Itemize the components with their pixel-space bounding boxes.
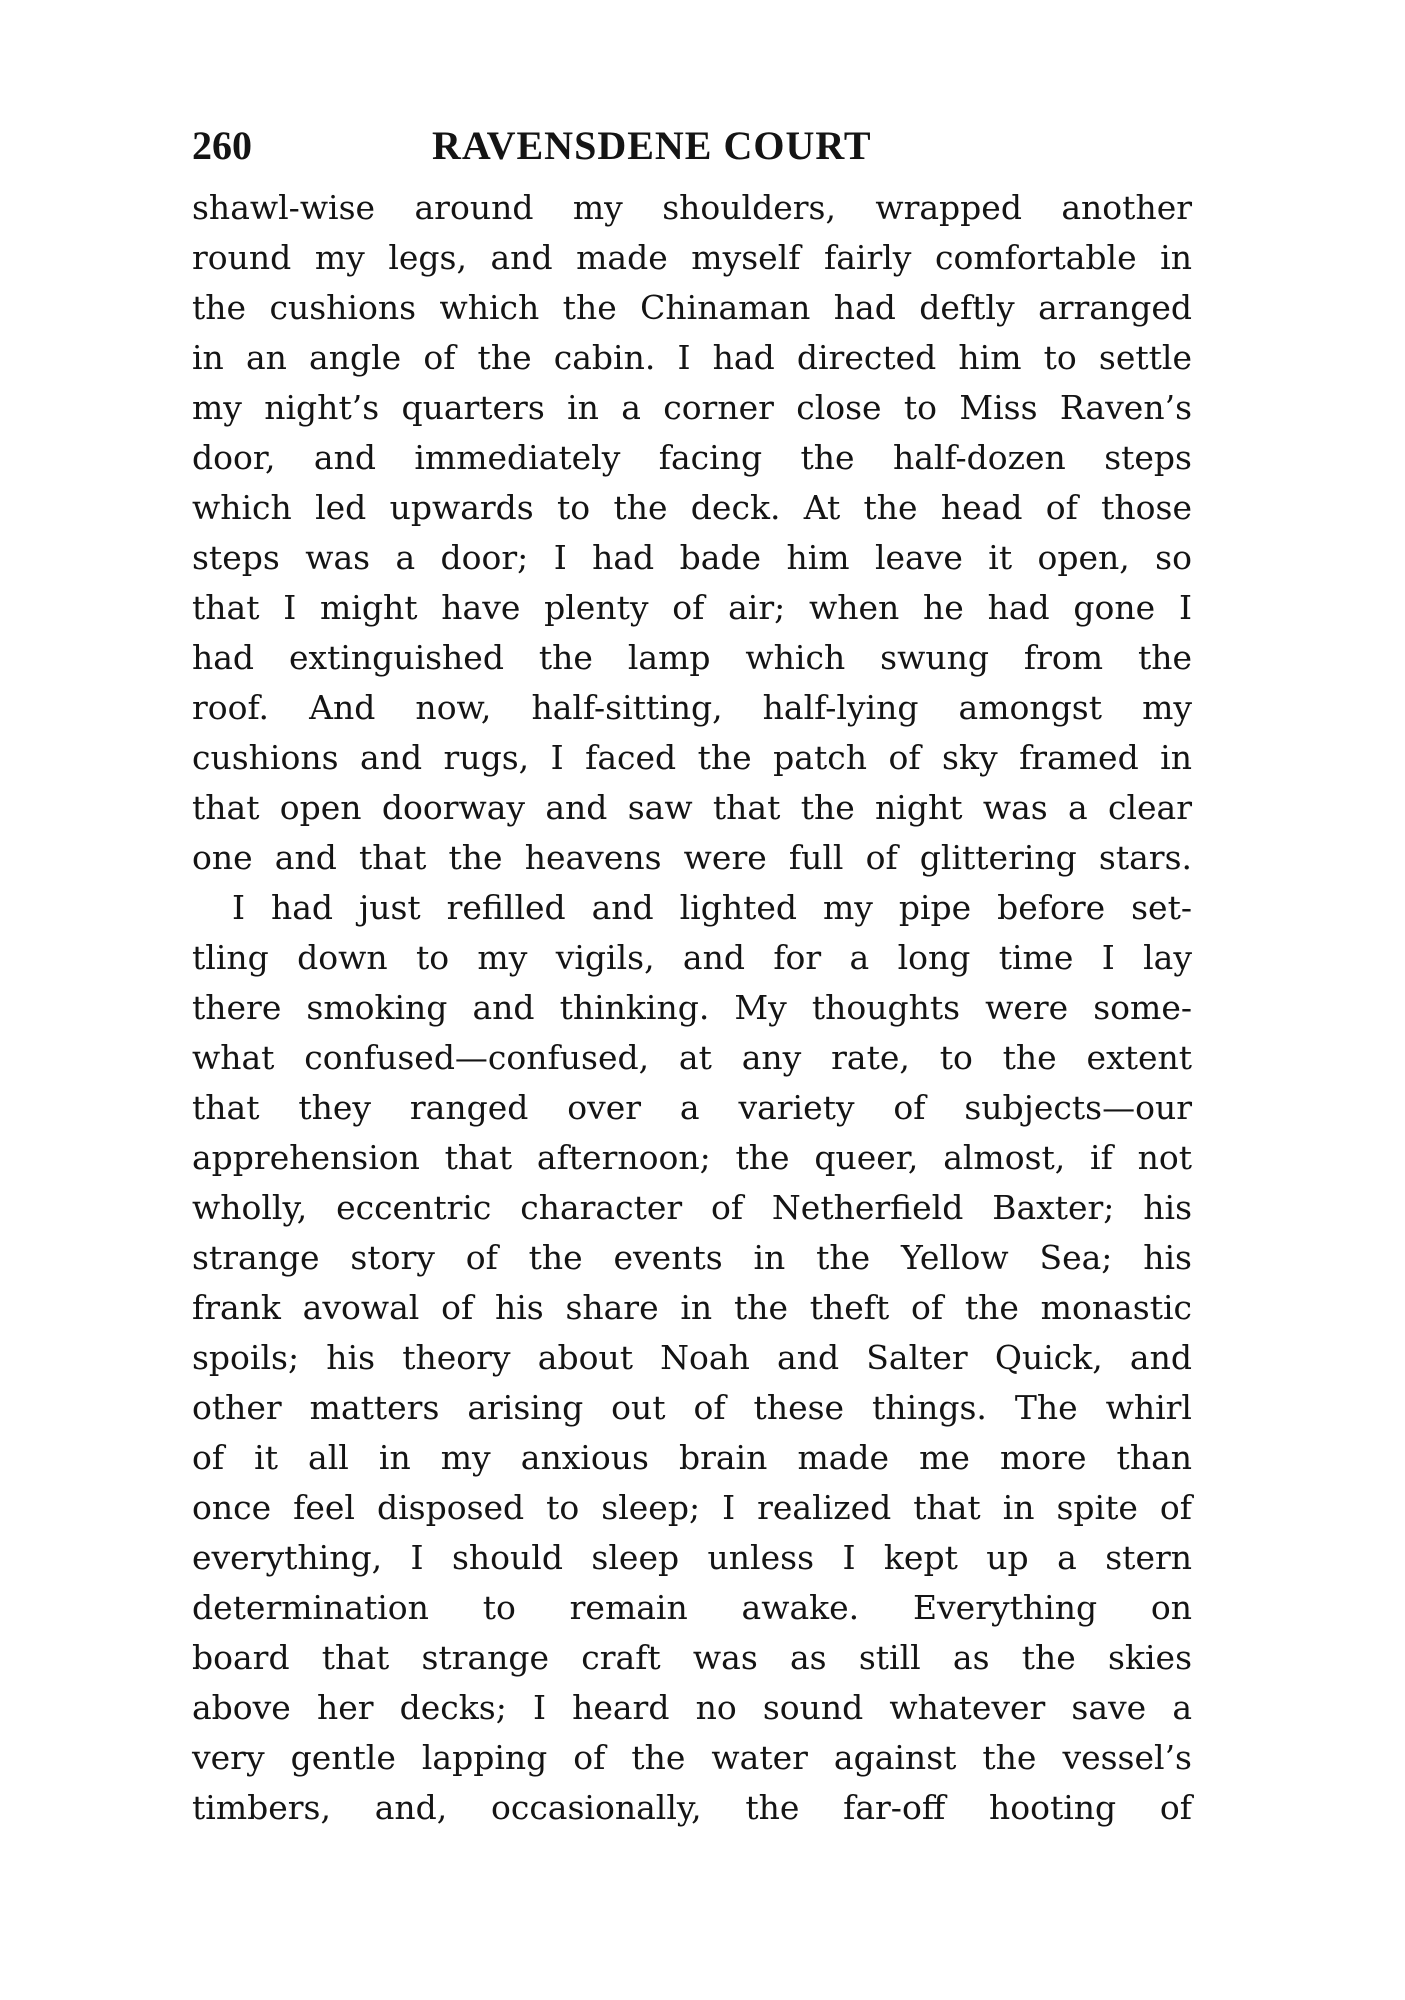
text-line: in an angle of the cabin. I had directed him to settle (192, 338, 1192, 377)
text-line: strange story of the events in the Yellow Sea; his (192, 1238, 1192, 1277)
text-line: other matters arising out of these things. The whirl (192, 1388, 1192, 1427)
text-line: everything, I should sleep unless I kept up a stern (192, 1538, 1192, 1577)
text-line: my night’s quarters in a corner close to Miss Raven’s (192, 388, 1192, 427)
text-line: I had just refilled and lighted my pipe before set- (232, 888, 1192, 927)
page-number: 260 (192, 123, 252, 168)
body-text (192, 183, 1192, 1833)
text-line: steps was a door; I had bade him leave it open, so (192, 538, 1192, 577)
text-line: cushions and rugs, I faced the patch of sky framed in (192, 738, 1192, 777)
text-line: timbers, and, occasionally, the far-off hooting of (192, 1788, 1192, 1827)
text-line: of it all in my anxious brain made me more than (192, 1438, 1192, 1477)
text-line: very gentle lapping of the water against the vessel’s (192, 1738, 1192, 1777)
text-line: that I might have plenty of air; when he had gone I (192, 588, 1192, 627)
text-line: one and that the heavens were full of glittering stars. (192, 838, 1192, 877)
text-line: what confused—confused, at any rate, to the extent (192, 1038, 1192, 1077)
text-line: had extinguished the lamp which swung from the (192, 638, 1192, 677)
text-line: round my legs, and made myself fairly comfortable in (192, 238, 1192, 277)
text-line: above her decks; I heard no sound whatever save a (192, 1688, 1192, 1727)
text-line: board that strange craft was as still as the skies (192, 1638, 1192, 1677)
text-line: frank avowal of his share in the theft of the monastic (192, 1288, 1192, 1327)
text-line: door, and immediately facing the half-dozen steps (192, 438, 1192, 477)
text-line: tling down to my vigils, and for a long time I lay (192, 938, 1192, 977)
text-line: roof. And now, half-sitting, half-lying amongst my (192, 688, 1192, 727)
running-head (192, 118, 1192, 174)
text-line: once feel disposed to sleep; I realized that in spite of (192, 1488, 1192, 1527)
text-line: that open doorway and saw that the night was a clear (192, 788, 1192, 827)
text-line: wholly, eccentric character of Netherfield Baxter; his (192, 1188, 1192, 1227)
text-line: spoils; his theory about Noah and Salter Quick, and (192, 1338, 1192, 1377)
text-line: that they ranged over a variety of subjects—our (192, 1088, 1192, 1127)
text-line: which led upwards to the deck. At the head of those (192, 488, 1192, 527)
text-line: the cushions which the Chinaman had deftly arranged (192, 288, 1192, 327)
text-line: there smoking and thinking. My thoughts were some- (192, 988, 1192, 1027)
text-line: apprehension that afternoon; the queer, almost, if not (192, 1138, 1192, 1177)
text-line: determination to remain awake. Everything on (192, 1588, 1192, 1627)
text-line: shawl-wise around my shoulders, wrapped another (192, 188, 1192, 227)
running-title: RAVENSDENE COURT (432, 123, 872, 168)
